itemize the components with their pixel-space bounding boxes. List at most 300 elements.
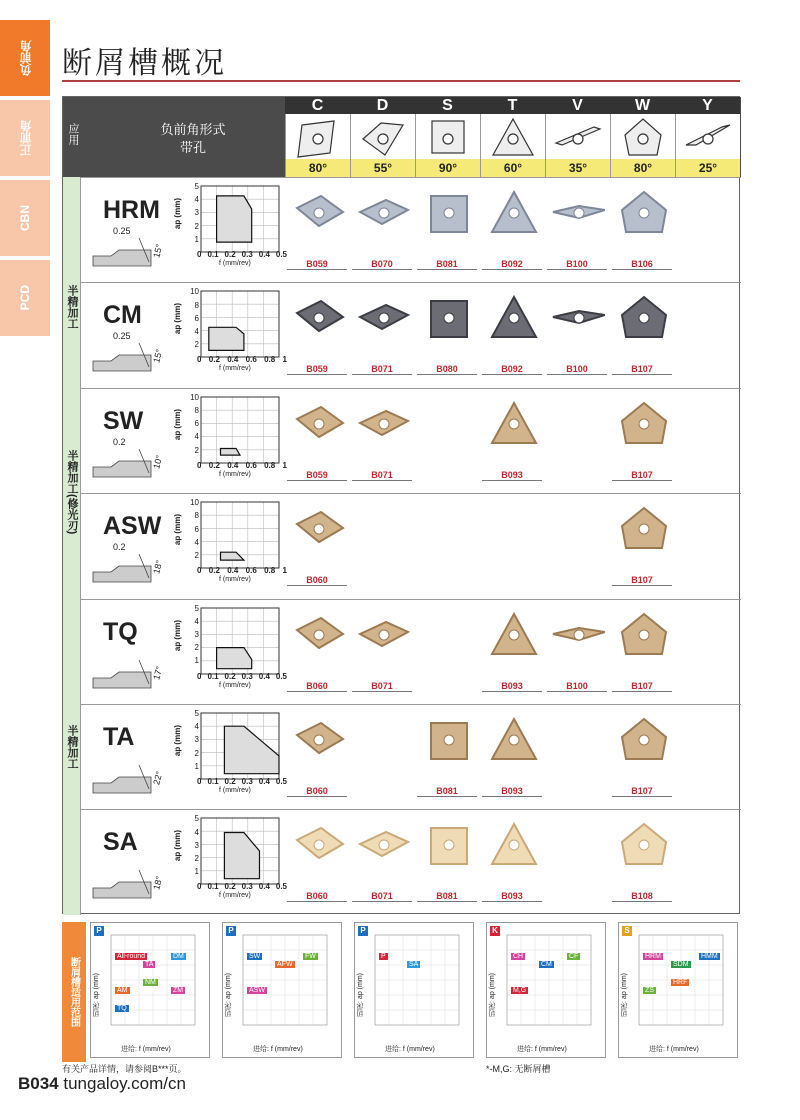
- table-row: [81, 177, 741, 282]
- insert-image-icon: [486, 715, 540, 769]
- y-tick: 10: [190, 287, 199, 297]
- insert-image-icon: [616, 504, 670, 558]
- chipbreaker-table: [62, 96, 740, 914]
- group-label: 半精加工: [66, 725, 78, 769]
- x-tick: 0.6: [245, 566, 257, 576]
- insert-cell: [350, 500, 414, 592]
- mini-range-chart: [486, 922, 606, 1058]
- insert-cell[interactable]: [282, 500, 349, 592]
- y-tick: 2: [194, 221, 199, 231]
- x-tick: 0.8: [264, 566, 276, 576]
- insert-cell[interactable]: [415, 289, 479, 381]
- mini-x-label: 进给: f (mm/rev): [517, 1046, 567, 1053]
- insert-cell[interactable]: [545, 289, 609, 381]
- reference-page-code[interactable]: B106: [612, 259, 672, 270]
- mini-range-chart: [222, 922, 342, 1058]
- insert-cell[interactable]: [350, 184, 414, 276]
- x-tick: 0.6: [245, 355, 257, 365]
- table-row: [81, 388, 741, 493]
- edge-profile-icon: [91, 755, 161, 795]
- rake-angle: 15°: [151, 348, 165, 365]
- table-row: [81, 809, 741, 914]
- reference-page-code[interactable]: B060: [287, 891, 347, 902]
- reference-page-code[interactable]: B060: [287, 575, 347, 586]
- side-tab-positive[interactable]: 正前角: [0, 100, 50, 176]
- y-tick: 3: [194, 840, 199, 850]
- reference-page-code[interactable]: B071: [352, 470, 412, 481]
- range-label: M,G: [513, 987, 527, 994]
- insert-cell[interactable]: [350, 606, 414, 698]
- range-label: TQ: [117, 1005, 127, 1012]
- page-title: 断屑槽概况: [62, 47, 227, 80]
- insert-cell[interactable]: [610, 395, 674, 487]
- page-number: B034: [18, 1074, 59, 1093]
- mini-range-chart: [618, 922, 738, 1058]
- x-tick: 0: [197, 566, 202, 576]
- x-ticks: [197, 672, 287, 681]
- y-tick: 4: [194, 827, 199, 837]
- reference-page-code[interactable]: B092: [482, 364, 542, 375]
- shape-icon: [415, 114, 480, 159]
- range-label: TA: [145, 961, 154, 968]
- insert-cell[interactable]: [545, 184, 609, 276]
- range-label: SW: [249, 953, 261, 960]
- insert-cell[interactable]: [350, 816, 414, 908]
- chipbreaker-name: ASW: [103, 512, 162, 541]
- x-axis-label: f (mm/rev): [219, 470, 251, 478]
- y-axis-label: ap (mm): [173, 303, 182, 335]
- column-letter-y: Y: [675, 97, 740, 114]
- range-label: FW: [305, 953, 316, 960]
- range-label: CH: [513, 953, 524, 960]
- column-angle: 60°: [480, 159, 545, 177]
- y-tick: 1: [194, 234, 199, 244]
- shape-icon: [350, 114, 415, 159]
- range-label: HRM: [645, 953, 661, 960]
- x-tick: 1: [282, 355, 287, 365]
- side-tab-cbn[interactable]: CBN: [0, 180, 50, 256]
- insert-image-icon: [356, 820, 410, 874]
- insert-cell[interactable]: [415, 184, 479, 276]
- insert-cell: [675, 711, 739, 803]
- insert-image-icon: [356, 293, 410, 347]
- y-axis-label: ap (mm): [173, 830, 182, 862]
- insert-cell: [415, 606, 479, 698]
- column-letter-c: C: [285, 97, 350, 114]
- insert-image-icon: [356, 188, 410, 242]
- range-label: DM: [173, 953, 184, 960]
- reference-page-code[interactable]: B060: [287, 681, 347, 692]
- x-ticks: [197, 461, 287, 470]
- insert-cell: [675, 395, 739, 487]
- edge-profile-icon: [91, 860, 161, 900]
- material-tag: K: [490, 926, 500, 936]
- reference-page-code[interactable]: B093: [482, 786, 542, 797]
- insert-cell: [545, 711, 609, 803]
- insert-cell[interactable]: [285, 184, 349, 276]
- insert-cell: [415, 500, 479, 592]
- x-tick: 0.3: [241, 250, 253, 259]
- edge-profile-icon: [91, 650, 161, 690]
- x-tick: 0.2: [208, 566, 220, 576]
- insert-image-icon: [421, 293, 475, 347]
- range-area: [224, 726, 279, 774]
- land-width: 0.25: [113, 331, 131, 342]
- x-tick: 0.4: [258, 250, 270, 259]
- y-tick: 10: [190, 392, 199, 402]
- insert-image-icon: [356, 610, 410, 664]
- reference-page-code[interactable]: B081: [417, 891, 477, 902]
- x-tick: 0.2: [224, 882, 236, 892]
- reference-page-code[interactable]: B107: [612, 681, 672, 692]
- shape-icon: [610, 114, 675, 159]
- x-tick: 0.8: [264, 355, 276, 365]
- insert-image-icon: [291, 399, 345, 453]
- range-label: ZM: [173, 987, 184, 994]
- rake-angle: 18°: [151, 559, 165, 576]
- website-link[interactable]: tungaloy.com/cn: [63, 1074, 186, 1093]
- insert-image-icon: [486, 610, 540, 664]
- column-angle: 35°: [545, 159, 610, 177]
- y-tick: 3: [194, 208, 199, 218]
- insert-cell[interactable]: [285, 816, 349, 908]
- x-axis-label: f (mm/rev): [219, 787, 251, 794]
- y-tick: 5: [194, 709, 199, 718]
- insert-cell[interactable]: [480, 289, 544, 381]
- land-width: 0.2: [113, 436, 126, 447]
- range-label: P: [381, 953, 386, 960]
- mini-y-label: 切深: ap (mm): [621, 973, 628, 1017]
- reference-page-code[interactable]: B059: [287, 259, 347, 270]
- insert-cell[interactable]: [610, 816, 674, 908]
- insert-cell: [675, 184, 739, 276]
- group-label: 半精加工: [66, 285, 78, 329]
- insert-cell[interactable]: [480, 711, 544, 803]
- x-tick: 0.1: [207, 250, 219, 259]
- reference-page-code[interactable]: B071: [352, 364, 412, 375]
- range-label: All-round: [117, 953, 146, 960]
- column-letter-s: S: [415, 97, 480, 114]
- x-tick: 0.2: [208, 355, 220, 365]
- reference-page-code[interactable]: B093: [482, 681, 542, 692]
- rake-angle: 18°: [151, 875, 165, 892]
- column-angle: 80°: [610, 159, 675, 177]
- y-tick: 3: [194, 735, 199, 745]
- insert-image-icon: [421, 188, 475, 242]
- reference-page-code[interactable]: B059: [287, 364, 347, 375]
- x-tick: 0.1: [207, 671, 219, 681]
- reference-page-code[interactable]: B071: [352, 891, 412, 902]
- x-tick: 0.4: [227, 566, 239, 576]
- group-label: 半精加工(修光刃): [66, 449, 78, 535]
- mini-x-label: 进给: f (mm/rev): [385, 1046, 435, 1053]
- insert-image-icon: [551, 610, 605, 664]
- insert-cell: [350, 711, 414, 803]
- insert-cell: [675, 500, 739, 592]
- x-axis-label: f (mm/rev): [219, 576, 251, 584]
- footnote-left: 有关产品详情，请参阅B***页。: [62, 1064, 187, 1074]
- insert-cell[interactable]: [282, 289, 349, 381]
- chipbreaker-name: TQ: [103, 617, 138, 646]
- edge-profile-icon: [91, 436, 161, 479]
- material-tag: P: [358, 926, 368, 936]
- use-label: 应用: [67, 123, 79, 145]
- insert-cell[interactable]: [350, 395, 414, 487]
- insert-image-icon: [421, 715, 475, 769]
- reference-page-code[interactable]: B060: [287, 786, 347, 797]
- x-tick: 0.4: [258, 671, 270, 681]
- shape-icon: [675, 114, 740, 159]
- range-label: ASW: [249, 987, 265, 994]
- mini-range-chart: [90, 922, 210, 1058]
- mini-y-label: 切深: ap (mm): [93, 973, 100, 1017]
- range-area: [209, 328, 244, 351]
- x-tick: 0.8: [264, 460, 276, 470]
- insert-cell[interactable]: [480, 816, 544, 908]
- rake-angle: 10°: [151, 453, 165, 470]
- table-row: [81, 282, 741, 387]
- reference-page-code[interactable]: B081: [417, 786, 477, 797]
- land-width: 0.25: [113, 226, 131, 236]
- reference-page-code[interactable]: B071: [352, 681, 412, 692]
- insert-image-icon: [291, 504, 345, 558]
- insert-cell: [545, 816, 609, 908]
- y-axis-label: ap (mm): [173, 725, 182, 757]
- shape-icon: [480, 114, 545, 159]
- footnote-right: *-M,G: 无断屑槽: [486, 1064, 551, 1074]
- y-tick: 1: [194, 656, 199, 666]
- y-tick: 6: [194, 524, 199, 534]
- insert-cell[interactable]: [480, 395, 544, 487]
- table-row: [81, 599, 741, 704]
- y-tick: 2: [194, 748, 199, 758]
- y-tick: 1: [194, 867, 199, 877]
- range-area: [217, 647, 252, 668]
- insert-image-icon: [616, 399, 670, 453]
- x-tick: 0.4: [227, 355, 239, 365]
- reference-page-code[interactable]: B100: [547, 364, 607, 375]
- y-tick: 4: [194, 326, 199, 336]
- chipbreaker-name: CM: [103, 301, 142, 330]
- y-tick: 4: [194, 195, 199, 205]
- y-tick: 4: [194, 616, 199, 626]
- y-tick: 4: [194, 537, 199, 547]
- insert-image-icon: [291, 188, 345, 242]
- y-tick: 4: [194, 432, 199, 442]
- column-angle: 55°: [350, 159, 415, 177]
- rake-angle: 22°: [151, 770, 165, 786]
- y-tick: 8: [194, 405, 199, 415]
- shape-icon: [545, 114, 610, 159]
- rake-angle: 17°: [151, 664, 165, 681]
- chipbreaker-name: HRM: [103, 196, 160, 224]
- x-tick: 1: [282, 460, 287, 470]
- x-axis-label: f (mm/rev): [219, 365, 251, 373]
- insert-image-icon: [356, 399, 410, 453]
- x-axis-label: f (mm/rev): [219, 892, 251, 900]
- x-ticks: [197, 882, 287, 891]
- land-width: 0.2: [113, 542, 126, 553]
- x-tick: 0.4: [227, 460, 239, 470]
- y-tick: 6: [194, 419, 199, 429]
- rake-angle: 15°: [151, 243, 165, 259]
- reference-page-code[interactable]: B100: [547, 259, 607, 270]
- shape-icon: [285, 114, 350, 159]
- insert-cell: [480, 500, 544, 592]
- insert-image-icon: [551, 188, 605, 242]
- range-area: [224, 833, 259, 879]
- column-angle: 25°: [675, 159, 740, 177]
- reference-page-code[interactable]: B100: [547, 681, 607, 692]
- x-tick: 0: [197, 460, 202, 470]
- hole-label: 带孔: [179, 140, 206, 155]
- insert-image-icon: [486, 399, 540, 453]
- column-angle: 80°: [285, 159, 350, 177]
- insert-cell[interactable]: [480, 606, 544, 698]
- insert-image-icon: [616, 820, 670, 874]
- column-angle: 90°: [415, 159, 480, 177]
- x-tick: 0.2: [224, 250, 236, 259]
- reference-page-code[interactable]: B107: [612, 786, 672, 797]
- range-label: NM: [145, 979, 156, 986]
- y-tick: 3: [194, 629, 199, 639]
- x-tick: 0.5: [275, 777, 287, 786]
- reference-page-code[interactable]: B081: [417, 259, 477, 270]
- column-letter-v: V: [545, 97, 610, 114]
- x-tick: 0.5: [275, 250, 287, 259]
- x-tick: 0.5: [275, 882, 287, 892]
- insert-image-icon: [486, 293, 540, 347]
- insert-cell[interactable]: [282, 395, 349, 487]
- material-tag: P: [226, 926, 236, 936]
- mini-y-label: 切深: ap (mm): [225, 973, 232, 1017]
- edge-profile-icon: [91, 544, 161, 584]
- x-tick: 0: [197, 671, 202, 681]
- insert-image-icon: [421, 820, 475, 874]
- x-tick: 0.2: [224, 671, 236, 681]
- mini-y-label: 切深: ap (mm): [357, 973, 364, 1017]
- reference-page-code[interactable]: B093: [482, 470, 542, 481]
- x-tick: 0: [197, 777, 202, 786]
- insert-image-icon: [291, 820, 345, 874]
- bottom-tab: 断屑槽适用范围: [62, 922, 86, 1062]
- y-tick: 2: [194, 550, 199, 560]
- x-tick: 0.5: [275, 671, 287, 681]
- insert-cell[interactable]: [610, 184, 674, 276]
- range-label: CM: [541, 961, 552, 968]
- y-tick: 2: [194, 643, 199, 653]
- range-label: HRF: [673, 979, 688, 986]
- insert-cell: [415, 395, 479, 487]
- chipbreaker-name: SW: [103, 406, 144, 435]
- reference-page-code[interactable]: B107: [612, 470, 672, 481]
- y-tick: 5: [194, 814, 199, 824]
- range-label: SDM: [673, 961, 689, 968]
- x-tick: 0: [197, 882, 202, 892]
- insert-cell: [675, 606, 739, 698]
- insert-cell[interactable]: [610, 500, 674, 592]
- insert-cell[interactable]: [415, 711, 479, 803]
- insert-image-icon: [291, 293, 345, 347]
- reference-page-code[interactable]: B059: [287, 470, 347, 481]
- reference-page-code[interactable]: B070: [352, 259, 412, 270]
- y-axis-label: ap (mm): [173, 514, 182, 546]
- insert-cell[interactable]: [415, 816, 479, 908]
- range-area: [221, 552, 244, 560]
- x-tick: 0.1: [207, 777, 219, 786]
- x-tick: 0.6: [245, 460, 257, 470]
- column-letter-w: W: [610, 97, 675, 114]
- y-axis-label: ap (mm): [173, 619, 182, 651]
- side-tab-negative[interactable]: 负前角: [0, 20, 50, 96]
- mini-x-label: 进给: f (mm/rev): [649, 1046, 699, 1053]
- insert-cell[interactable]: [350, 289, 414, 381]
- insert-image-icon: [291, 610, 345, 664]
- table-row: [81, 493, 741, 598]
- material-tag: S: [622, 926, 632, 936]
- x-axis-label: f (mm/rev): [219, 260, 251, 267]
- reference-page-code[interactable]: B093: [482, 891, 542, 902]
- y-axis-label: ap (mm): [173, 198, 182, 230]
- y-tick: 10: [190, 498, 199, 508]
- page-footer: [18, 1074, 186, 1094]
- insert-image-icon: [616, 188, 670, 242]
- insert-image-icon: [616, 715, 670, 769]
- insert-cell[interactable]: [285, 711, 349, 803]
- x-tick: 0.2: [224, 777, 236, 786]
- mini-x-label: 进给: f (mm/rev): [121, 1046, 171, 1053]
- range-area: [221, 448, 241, 455]
- insert-cell: [675, 289, 739, 381]
- x-tick: 0.3: [241, 777, 253, 786]
- x-tick: 0.2: [208, 460, 220, 470]
- reference-page-code[interactable]: B107: [612, 364, 672, 375]
- mini-x-label: 进给: f (mm/rev): [253, 1046, 303, 1053]
- insert-cell[interactable]: [610, 711, 674, 803]
- mini-range-chart: [354, 922, 474, 1058]
- reference-page-code[interactable]: B108: [612, 891, 672, 902]
- side-tab-pcd[interactable]: PCD: [0, 260, 50, 336]
- insert-cell[interactable]: [610, 289, 674, 381]
- x-ticks: [197, 355, 287, 364]
- insert-cell: [545, 500, 609, 592]
- table-row: [81, 704, 741, 809]
- range-label: HMM: [701, 953, 718, 960]
- x-tick: 0: [197, 355, 202, 365]
- insert-cell: [545, 395, 609, 487]
- range-label: AM: [117, 987, 128, 994]
- insert-cell: [675, 816, 739, 908]
- insert-cell[interactable]: [610, 606, 674, 698]
- y-tick: 2: [194, 853, 199, 863]
- insert-cell[interactable]: [480, 184, 544, 276]
- x-ticks: [197, 566, 287, 575]
- reference-page-code[interactable]: B107: [612, 575, 672, 586]
- reference-page-code[interactable]: B080: [417, 364, 477, 375]
- form-label: 负前角形式: [160, 122, 226, 137]
- material-tag: P: [94, 926, 104, 936]
- range-label: SA: [409, 961, 419, 968]
- x-tick: 0.3: [241, 882, 253, 892]
- reference-page-code[interactable]: B092: [482, 259, 542, 270]
- chipbreaker-name: SA: [103, 828, 138, 857]
- x-tick: 0: [197, 250, 202, 259]
- y-tick: 2: [194, 340, 199, 350]
- title-divider: [62, 80, 740, 82]
- x-ticks: [197, 250, 287, 259]
- insert-cell[interactable]: [285, 606, 349, 698]
- insert-cell[interactable]: [545, 606, 609, 698]
